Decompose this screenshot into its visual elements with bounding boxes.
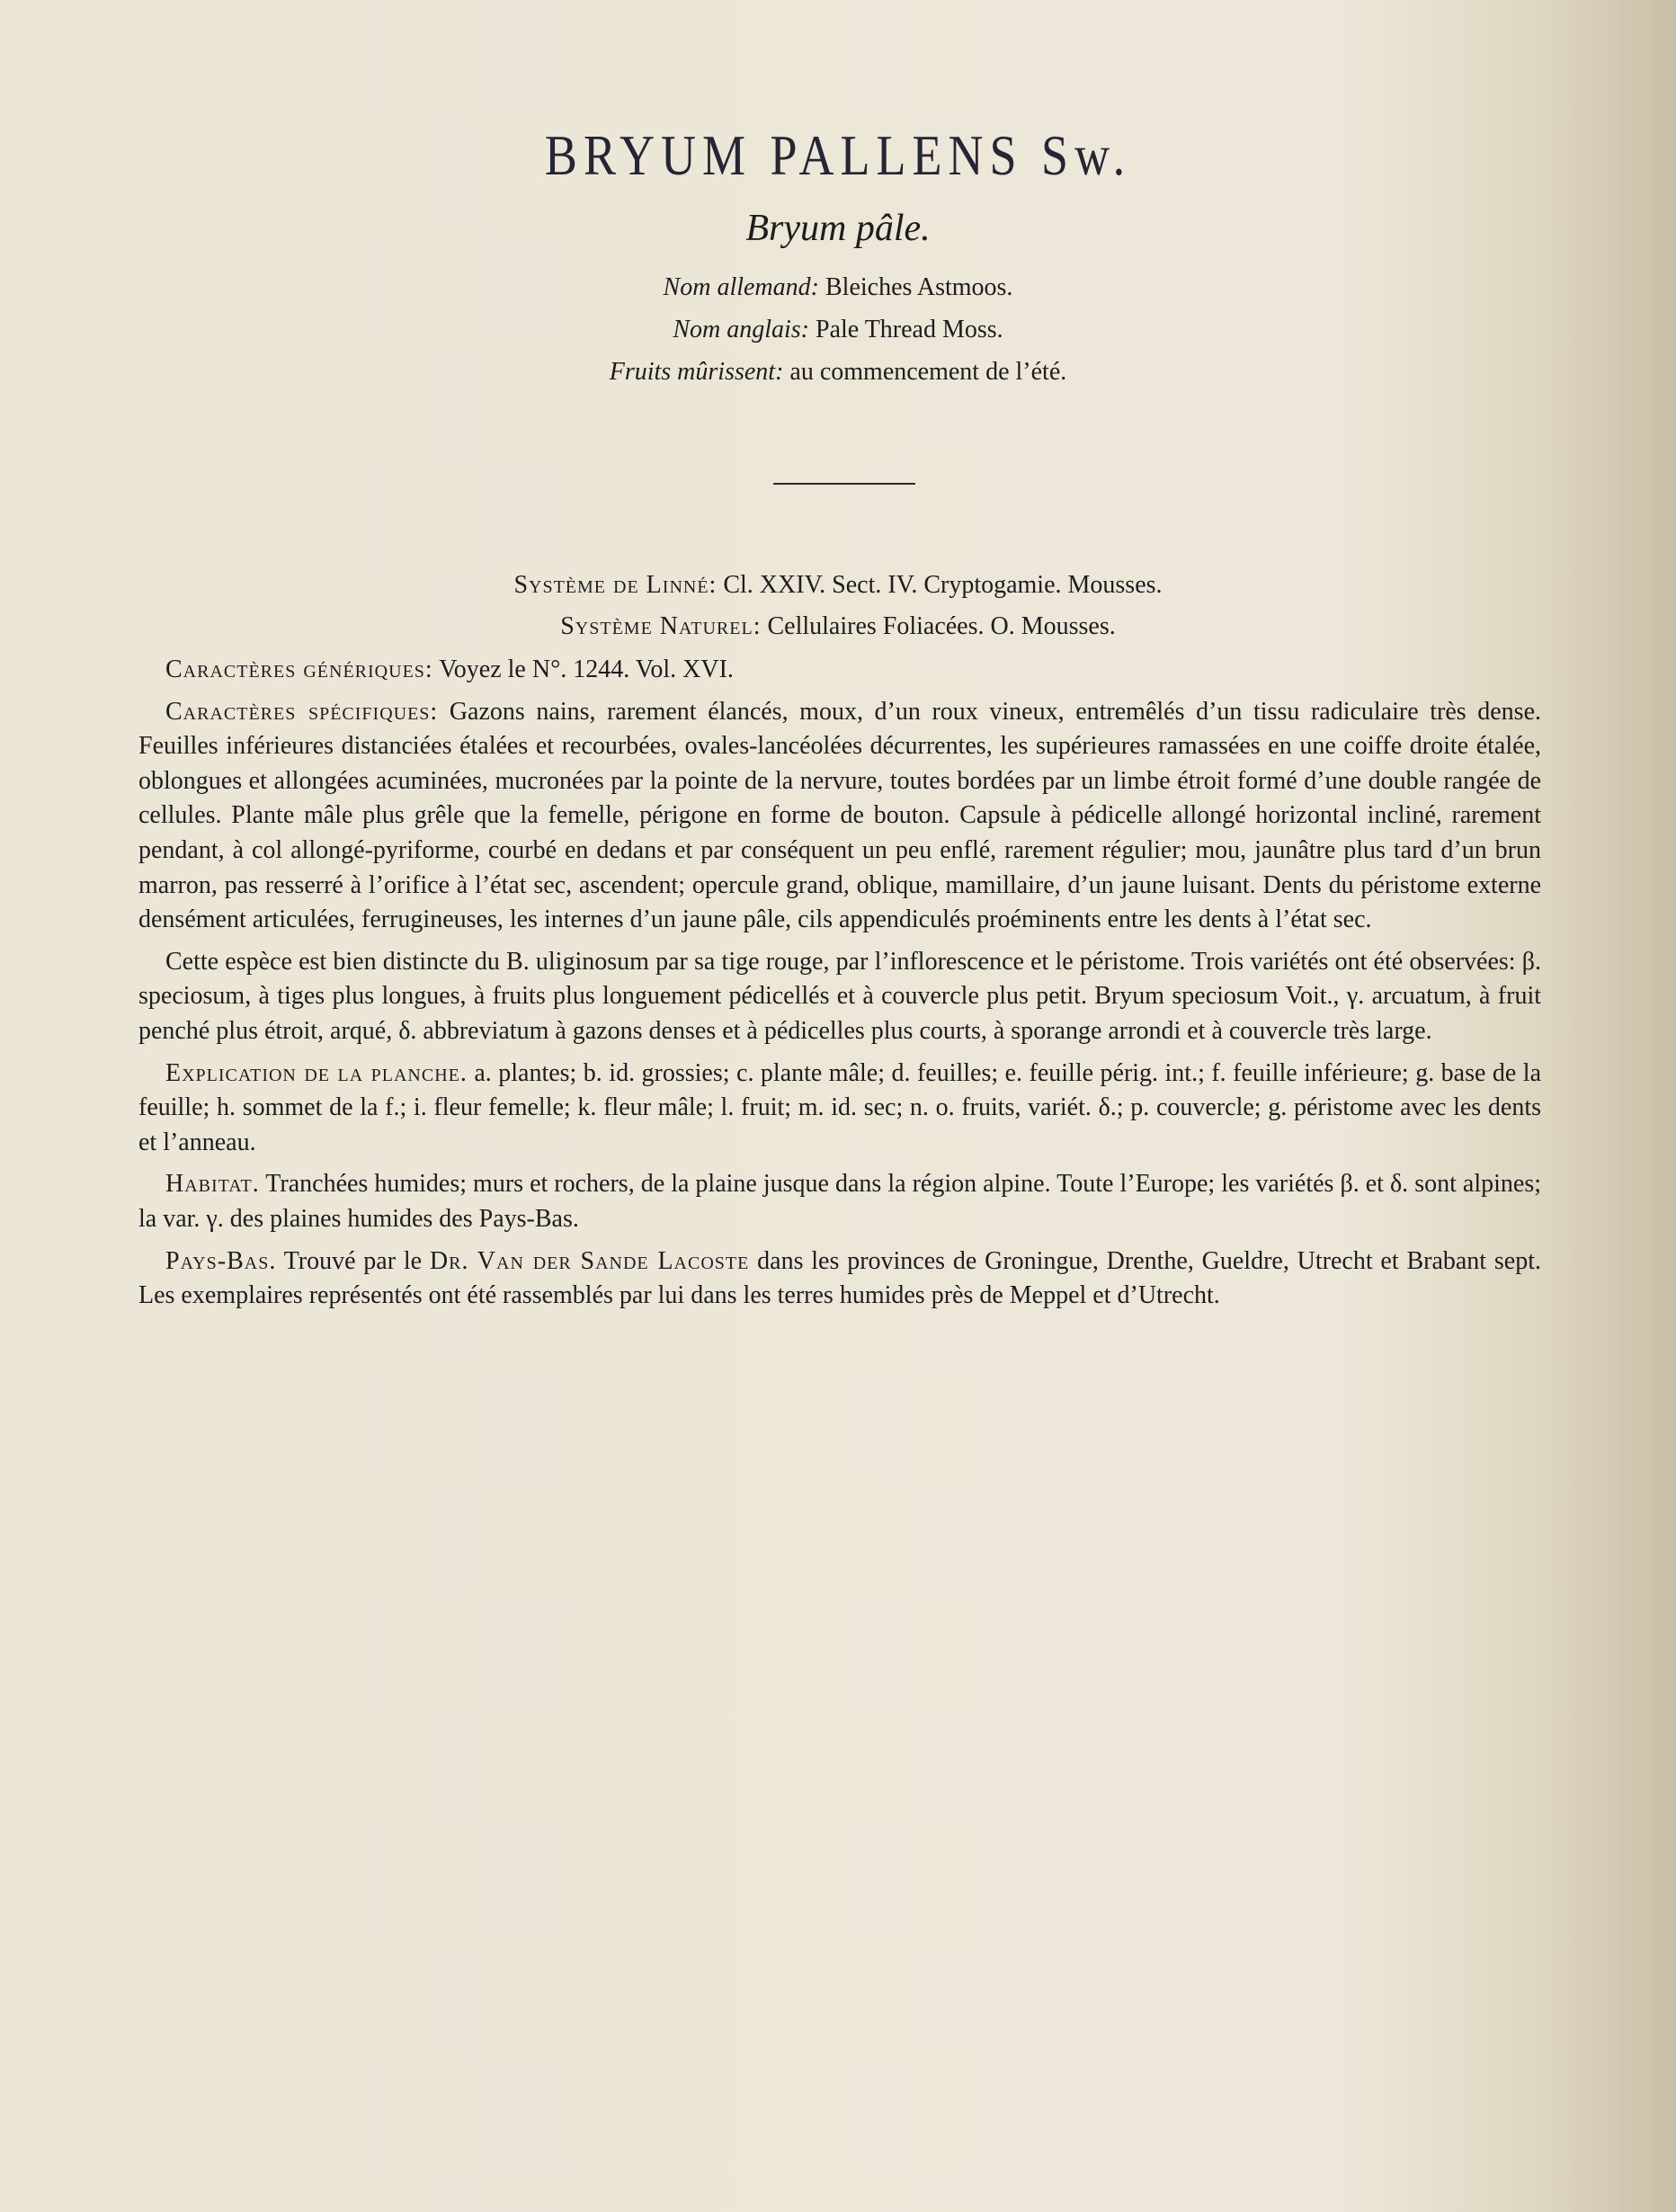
fruiting-value: au commencement de l’été. [789, 358, 1067, 386]
fruiting-line [0, 351, 1676, 393]
species-title: BRYUM PALLENS Sw. [544, 123, 1132, 188]
netherlands-label: Pays-Bas. [165, 1246, 277, 1275]
german-name-line [0, 266, 1676, 308]
generic-text: Voyez le N°. 1244. Vol. XVI. [439, 656, 734, 683]
generic-characters [138, 653, 1541, 688]
french-name: Bryum pâle. [745, 208, 931, 249]
natural-label: Système Naturel: [560, 612, 762, 640]
habitat-label: Habitat. [165, 1170, 260, 1199]
page-header [0, 123, 1676, 393]
linne-value: Cl. XXIV. Sect. IV. Cryptogamie. Mousses. [723, 571, 1163, 599]
generic-label: Caractères génériques: [165, 656, 433, 683]
habitat-text: Tranchées humides; murs et rochers, de la plaine jusque dans la région alpine. Toute l’Europe; les variétés β. et δ. sont alpines; la var. γ. des plaines humides des Pays-Bas. [138, 1170, 1541, 1233]
collector-name: Dr. Van der Sande Lacoste [429, 1246, 750, 1275]
english-name-label: Nom anglais: [673, 316, 809, 343]
species-notes-text: Cette espèce est bien distincte du B. uliginosum par sa tige rouge, par l’inflorescence et le péristome. Trois variétés ont été observées: β. speciosum, à tiges plus longues, à fruits plus longuement pédicellés et à couvercle plus petit. Bryum speciosum Voit., γ. arcuatum, à fruit penché plus étroit, arqué, δ. abbreviatum à gazons denses et à pédicelles plus courts, à sporange arrondi et à couvercle très large. [138, 947, 1541, 1045]
habitat [138, 1167, 1541, 1236]
specific-text: Gazons nains, rarement élancés, moux, d’un roux vineux, entremêlés d’un tissu radiculaire très dense. Feuilles inférieures distanciées étalées et recourbées, ovales-lancéolées décurrentes, les supérieures ramassées en une coiffe droite étalée, oblongues et allongées acuminées, mucronées par la pointe de la nervure, toutes bordées par un limbe étroit formé d’une double rangée de cellules. Plante mâle plus grêle que la femelle, périgone en forme de bouton. Capsule à pédicelle allongé horizontal incliné, rarement pendant, à col allongé-pyriforme, courbé en dedans et par conséquent un peu enflé, rarement régulier; mou, jaunâtre plus tard d’un brun marron, pas resserré à l’orifice à l’état sec, ascendent; opercule grand, oblique, mamillaire, d’un jaune luisant. Dents du péristome externe densément articulées, ferrugineuses, les internes d’un jaune pâle, cils appendiculés proéminents entre les dents à l’état sec. [138, 697, 1542, 934]
german-name-label: Nom allemand: [663, 273, 819, 301]
english-name-value: Pale Thread Moss. [816, 316, 1003, 343]
fruiting-label: Fruits mûrissent: [609, 358, 784, 386]
linne-system-line [0, 565, 1676, 606]
species-notes [138, 945, 1541, 1049]
netherlands-text-start: Trouvé par le [283, 1246, 423, 1275]
english-name-line [0, 308, 1676, 351]
netherlands-text-end: dans les provinces de Groningue, Drenthe, Gueldre, Utrecht et Brabant sept. Les exemplaires représentés ont été rassemblés par lui dans les terres humides près de Meppel et d’Utrecht. [138, 1246, 1541, 1310]
natural-value: Cellulaires Foliacées. O. Mousses. [767, 612, 1116, 640]
natural-system-line [0, 606, 1676, 647]
description-body [138, 653, 1541, 1321]
common-names [0, 266, 1676, 393]
plate-label: Explication de la planche. [165, 1058, 468, 1087]
german-name-value: Bleiches Astmoos. [825, 273, 1013, 301]
plate-text: a. plantes; b. id. grossies; c. plante mâle; d. feuilles; e. feuille périg. int.; f. feuille inférieure; g. base de la feuille; h. sommet de la f.; i. fleur femelle; k. fleur mâle; l. fruit; m. id. sec; n. o. fruits, variét. δ.; p. couvercle; g. péristome avec les dents et l’anneau. [138, 1058, 1541, 1156]
specific-characters [138, 695, 1541, 938]
classification [0, 565, 1676, 647]
specific-label: Caractères spécifiques: [165, 697, 439, 726]
linne-label: Système de Linné: [513, 571, 718, 599]
section-divider [773, 483, 915, 485]
netherlands-distribution [138, 1244, 1541, 1314]
plate-explanation [138, 1057, 1541, 1161]
